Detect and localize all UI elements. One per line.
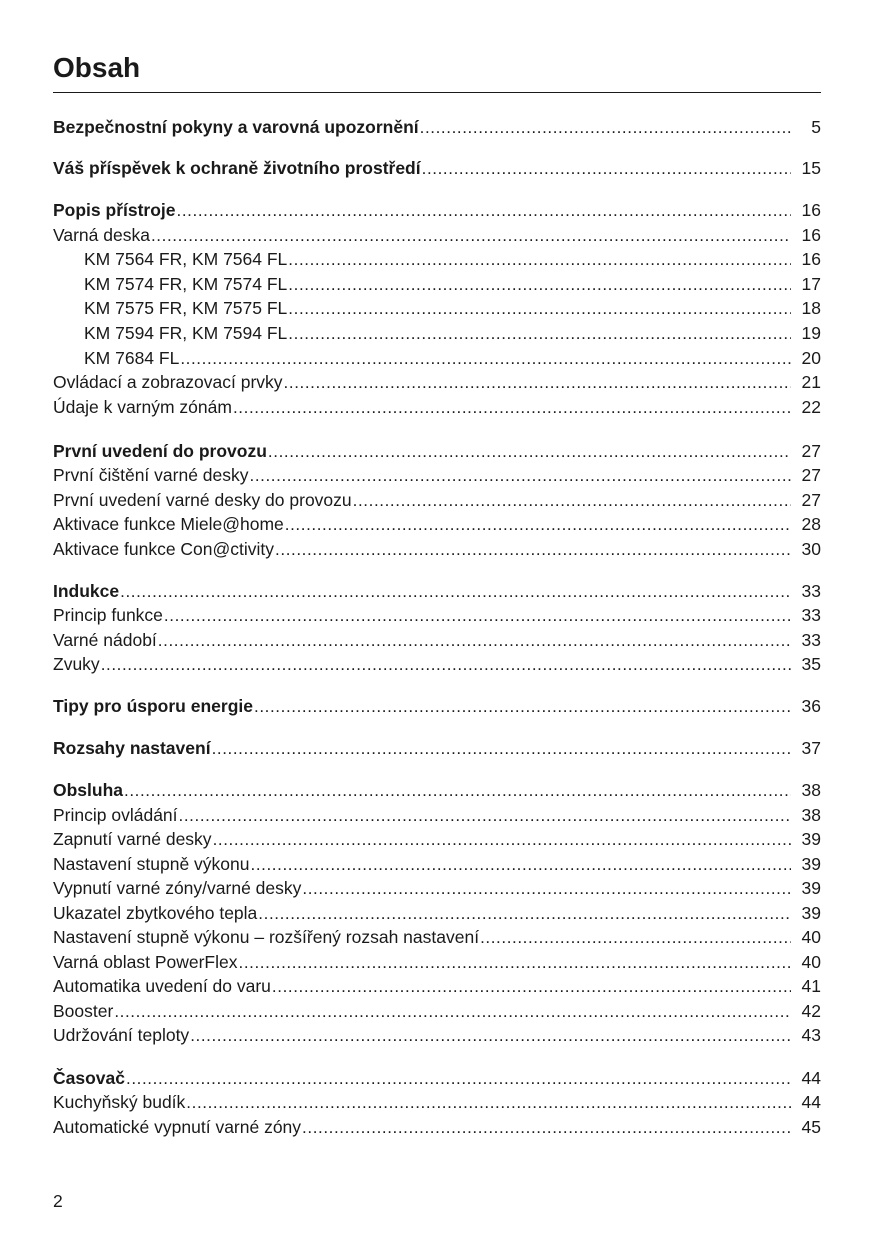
toc-entry-page: 17	[801, 274, 821, 294]
toc-entry-label: Varné nádobí	[53, 630, 157, 650]
toc-entry-page: 27	[801, 465, 821, 485]
toc-entry-page: 16	[801, 249, 821, 269]
toc-dot-leader	[258, 903, 791, 925]
toc-entry[interactable]	[53, 116, 821, 138]
toc-dot-leader	[212, 738, 791, 760]
toc-entry-page: 15	[801, 158, 821, 178]
toc-dot-leader	[420, 117, 791, 139]
toc-entry-page: 36	[801, 696, 821, 716]
toc-entry-label: KM 7564 FR, KM 7564 FL	[84, 249, 288, 269]
toc-entry-page: 27	[801, 441, 821, 461]
toc-entry-label: Aktivace funkce Con@ctivity	[53, 539, 275, 559]
toc-entry-page: 30	[801, 539, 821, 559]
toc-dot-leader	[272, 976, 791, 998]
toc-entry-label: Tipy pro úsporu energie	[53, 696, 253, 716]
toc-entry-label: Vypnutí varné zóny/varné desky	[53, 878, 302, 898]
toc-entry[interactable]	[53, 1000, 821, 1022]
toc-dot-leader	[114, 1001, 791, 1023]
toc-entry-label: Ovládací a zobrazovací prvky	[53, 372, 283, 392]
toc-entry-label: Rozsahy nastavení	[53, 738, 211, 758]
toc-entry-label: Kuchyňský budík	[53, 1092, 186, 1112]
toc-entry-label: KM 7684 FL	[84, 348, 180, 368]
toc-dot-leader	[233, 397, 791, 419]
toc-entry[interactable]	[53, 538, 821, 560]
toc-entry[interactable]	[53, 513, 821, 535]
toc-entry-label: Automatika uvedení do varu	[53, 976, 271, 996]
toc-entry[interactable]	[53, 1024, 821, 1046]
toc-entry-page: 41	[801, 976, 821, 996]
toc-entry[interactable]	[53, 1067, 821, 1089]
toc-entry-label: Nastavení stupně výkonu	[53, 854, 250, 874]
toc-dot-leader	[213, 829, 791, 851]
toc-dot-leader	[353, 490, 791, 512]
toc-dot-leader	[120, 581, 791, 603]
toc-entry-label: Indukce	[53, 581, 120, 601]
toc-dot-leader	[302, 1117, 791, 1139]
toc-entry-page: 22	[801, 397, 821, 417]
toc-dot-leader	[151, 225, 791, 247]
toc-entry-label: Ukazatel zbytkového tepla	[53, 903, 258, 923]
toc-entry[interactable]	[53, 926, 821, 948]
toc-entry-page: 44	[801, 1092, 821, 1112]
toc-entry-page: 33	[801, 581, 821, 601]
toc-entry-label: Varná deska	[53, 225, 150, 245]
toc-entry-label: Nastavení stupně výkonu – rozšířený rozsah nastavení	[53, 927, 480, 947]
toc-entry-page: 28	[801, 514, 821, 534]
toc-entry[interactable]	[53, 157, 821, 179]
toc-subentry[interactable]	[84, 322, 821, 344]
toc-entry[interactable]	[53, 828, 821, 850]
toc-entry-label: První čištění varné desky	[53, 465, 249, 485]
toc-entry-label: Zapnutí varné desky	[53, 829, 212, 849]
toc-dot-leader	[254, 696, 791, 718]
toc-entry-page: 40	[801, 952, 821, 972]
toc-entry[interactable]	[53, 902, 821, 924]
toc-entry-page: 38	[801, 805, 821, 825]
toc-entry-label: Obsluha	[53, 780, 124, 800]
toc-entry-label: Váš příspěvek k ochraně životního prostředí	[53, 158, 421, 178]
toc-entry-page: 33	[801, 630, 821, 650]
toc-entry[interactable]	[53, 877, 821, 899]
toc-dot-leader	[288, 323, 791, 345]
toc-entry-page: 40	[801, 927, 821, 947]
toc-entry-label: Princip ovládání	[53, 805, 178, 825]
toc-entry[interactable]	[53, 440, 821, 462]
toc-dot-leader	[164, 605, 791, 627]
toc-entry-page: 33	[801, 605, 821, 625]
toc-entry[interactable]	[53, 580, 821, 602]
toc-dot-leader	[180, 348, 791, 370]
toc-entry[interactable]	[53, 199, 821, 221]
toc-entry-page: 38	[801, 780, 821, 800]
toc-subentry[interactable]	[84, 248, 821, 270]
title-divider	[53, 92, 821, 93]
toc-dot-leader	[190, 1025, 791, 1047]
toc-entry-label: KM 7575 FR, KM 7575 FL	[84, 298, 288, 318]
toc-entry-page: 16	[801, 225, 821, 245]
toc-entry-page: 39	[801, 878, 821, 898]
toc-entry[interactable]	[53, 464, 821, 486]
page-title: Obsah	[53, 52, 141, 83]
toc-entry-label: Popis přístroje	[53, 200, 176, 220]
toc-entry-label: KM 7594 FR, KM 7594 FL	[84, 323, 288, 343]
toc-entry[interactable]	[53, 1091, 821, 1113]
toc-entry-label: Automatické vypnutí varné zóny	[53, 1117, 302, 1137]
toc-entry[interactable]	[53, 1116, 821, 1138]
toc-entry[interactable]	[53, 975, 821, 997]
toc-entry-page: 35	[801, 654, 821, 674]
toc-dot-leader	[288, 249, 791, 271]
toc-dot-leader	[177, 200, 791, 222]
toc-entry[interactable]	[53, 396, 821, 418]
toc-entry-page: 42	[801, 1001, 821, 1021]
toc-dot-leader	[158, 630, 791, 652]
toc-entry[interactable]	[53, 853, 821, 875]
toc-dot-leader	[251, 854, 791, 876]
toc-entry-page: 37	[801, 738, 821, 758]
toc-dot-leader	[268, 441, 791, 463]
toc-entry-label: Časovač	[53, 1068, 125, 1088]
toc-dot-leader	[186, 1092, 791, 1114]
toc-dot-leader	[126, 1068, 791, 1090]
toc-entry-label: Bezpečnostní pokyny a varovná upozornění	[53, 117, 419, 137]
toc-dot-leader	[124, 780, 791, 802]
toc-entry-label: První uvedení do provozu	[53, 441, 267, 461]
toc-entry-page: 39	[801, 903, 821, 923]
toc-dot-leader	[422, 158, 791, 180]
toc-dot-leader	[288, 274, 791, 296]
toc-entry-page: 43	[801, 1025, 821, 1045]
toc-entry-label: KM 7574 FR, KM 7574 FL	[84, 274, 288, 294]
toc-entry-page: 5	[811, 117, 821, 137]
toc-entry-page: 39	[801, 854, 821, 874]
toc-entry-label: Aktivace funkce Miele@home	[53, 514, 284, 534]
toc-dot-leader	[288, 298, 791, 320]
toc-subentry[interactable]	[84, 347, 821, 369]
toc-subentry[interactable]	[84, 297, 821, 319]
toc-subentry[interactable]	[84, 273, 821, 295]
toc-entry[interactable]	[53, 653, 821, 675]
toc-entry[interactable]	[53, 804, 821, 826]
toc-entry-page: 39	[801, 829, 821, 849]
toc-entry-label: Udržování teploty	[53, 1025, 190, 1045]
toc-entry-label: Princip funkce	[53, 605, 163, 625]
toc-entry-page: 20	[801, 348, 821, 368]
toc-entry-label: Údaje k varným zónám	[53, 397, 232, 417]
toc-entry-page: 27	[801, 490, 821, 510]
page-number: 2	[53, 1191, 63, 1211]
toc-entry-label: Zvuky	[53, 654, 100, 674]
toc-dot-leader	[285, 514, 791, 536]
toc-entry[interactable]	[53, 604, 821, 626]
toc-entry-page: 45	[801, 1117, 821, 1137]
toc-entry-page: 21	[801, 372, 821, 392]
toc-entry-page: 44	[801, 1068, 821, 1088]
toc-entry[interactable]	[53, 224, 821, 246]
toc-dot-leader	[302, 878, 791, 900]
toc-entry-page: 19	[801, 323, 821, 343]
toc-dot-leader	[239, 952, 792, 974]
toc-dot-leader	[480, 927, 791, 949]
toc-entry-label: První uvedení varné desky do provozu	[53, 490, 352, 510]
toc-dot-leader	[275, 539, 791, 561]
toc-entry[interactable]	[53, 951, 821, 973]
toc-dot-leader	[179, 805, 791, 827]
toc-entry[interactable]	[53, 695, 821, 717]
toc-entry[interactable]	[53, 779, 821, 801]
toc-entry[interactable]	[53, 489, 821, 511]
toc-entry[interactable]	[53, 629, 821, 651]
toc-entry-label: Varná oblast PowerFlex	[53, 952, 238, 972]
toc-entry-page: 18	[801, 298, 821, 318]
toc-entry[interactable]	[53, 371, 821, 393]
toc-dot-leader	[250, 465, 792, 487]
toc-dot-leader	[101, 654, 791, 676]
toc-entry-label: Booster	[53, 1001, 114, 1021]
toc-dot-leader	[284, 372, 791, 394]
toc-entry-page: 16	[801, 200, 821, 220]
toc-entry[interactable]	[53, 737, 821, 759]
